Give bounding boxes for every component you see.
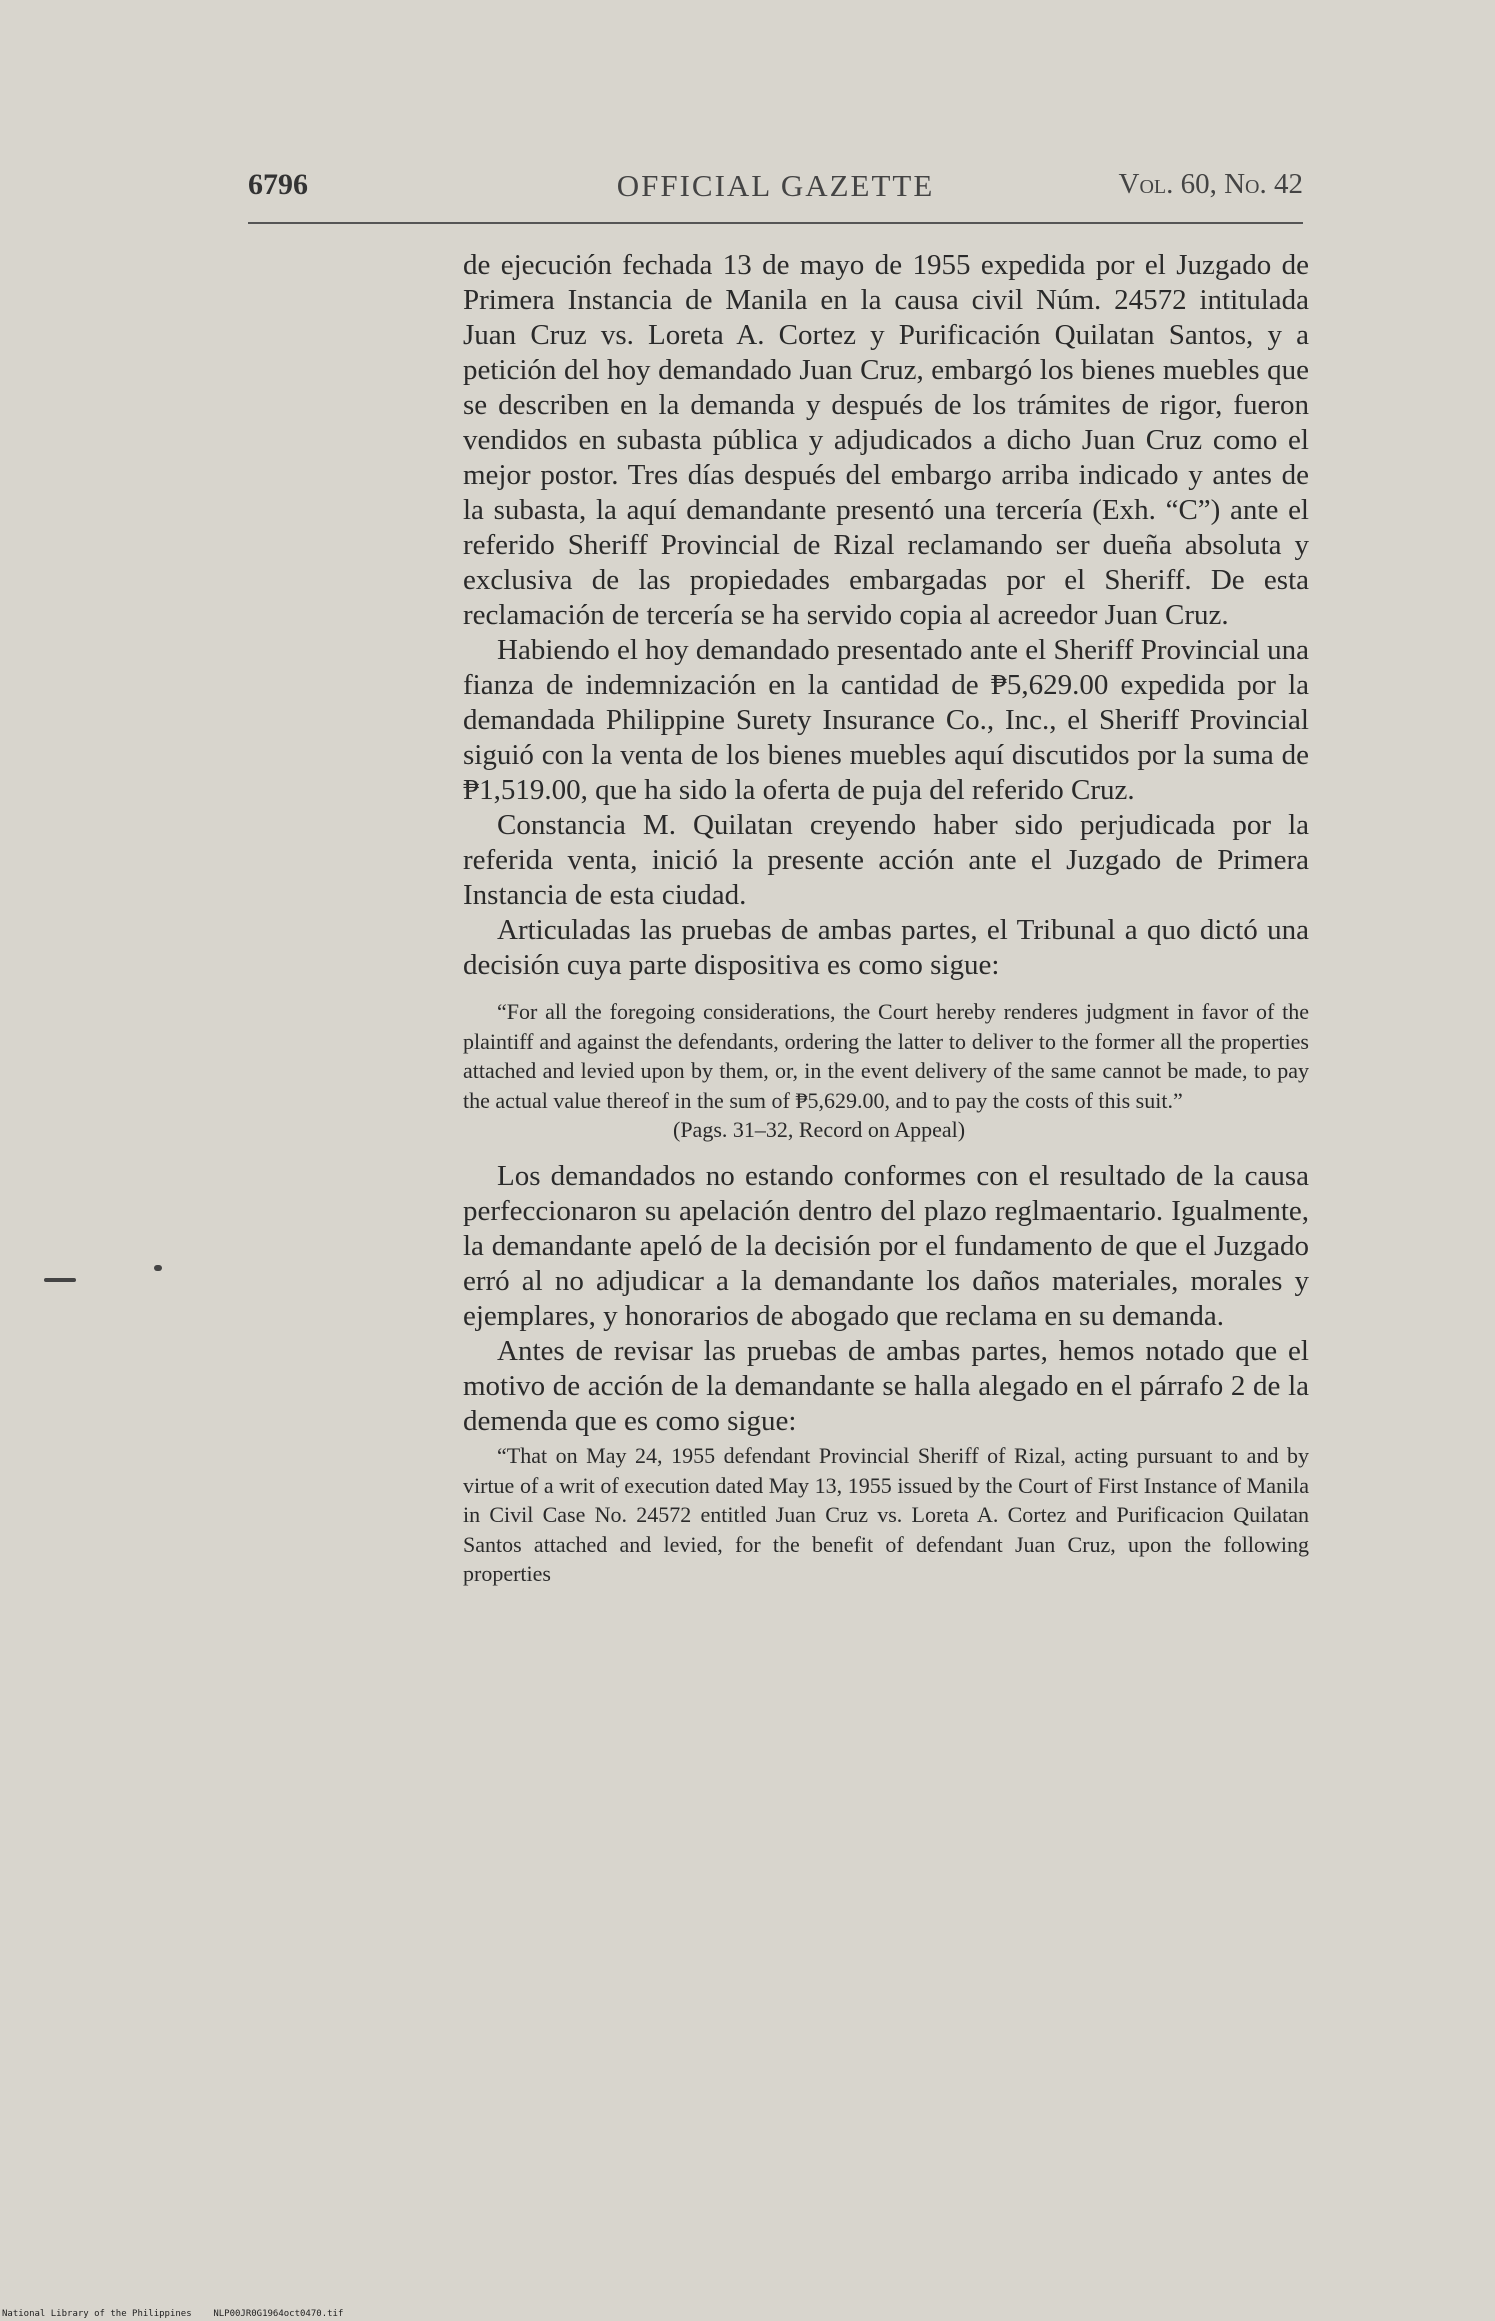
volume-number: Vol. 60, No. 42 bbox=[1118, 168, 1303, 200]
article-body bbox=[463, 248, 1309, 1589]
paragraph-6: Antes de revisar las pruebas de ambas partes, hemos notado que el motivo de acción de la demandante se halla alegado en el párrafo 2 de la demenda que es como sigue: bbox=[463, 1335, 1309, 1437]
record-citation: (Pags. 31–32, Record on Appeal) bbox=[673, 1117, 966, 1142]
publication-title: OFFICIAL GAZETTE bbox=[616, 168, 935, 203]
complaint-quote: “That on May 24, 1955 defendant Provincial Sheriff of Rizal, acting pursuant to and by virtue of a writ of execution dated May 13, 1955 issued by the Court of First Instance of Manila in Civil Case No. 24572 entitled Juan Cruz vs. Loreta A. Cortez and Purificacion Quilatan Santos attached and levied, for the benefit of defendant Juan Cruz, upon the following properties bbox=[463, 1443, 1309, 1586]
page-number: 6796 bbox=[248, 168, 308, 201]
paragraph-1: de ejecución fechada 13 de mayo de 1955 expedida por el Juzgado de Primera Instancia de Manila en la causa civil Núm. 24572 intitulada Juan Cruz vs. Loreta A. Cortez y Purificación Quilatan Santos, y a petición del hoy demandado Juan Cruz, embargó los bienes muebles que se describen en la demanda y después de los trámites de rigor, fueron vendidos en subasta pública y adjudicados a dicho Juan Cruz como el mejor postor. Tres días después del embargo arriba indicado y antes de la subasta, la aquí demandante presentó una tercería (Exh. “C”) ante el referido Sheriff Provincial de Rizal reclamando ser dueña absoluta y exclusiva de las propiedades embargadas por el Sheriff. De esta reclamación de tercería se ha servido copia al acreedor Juan Cruz. bbox=[463, 249, 1309, 631]
page-header bbox=[248, 168, 1303, 212]
header-rule bbox=[248, 222, 1303, 224]
margin-dot bbox=[154, 1265, 162, 1271]
paragraph-4: Articuladas las pruebas de ambas partes, el Tribunal a quo dictó una decisión cuya parte dispositiva es como sigue: bbox=[463, 914, 1309, 981]
paragraph-3: Constancia M. Quilatan creyendo haber sido perjudicada por la referida venta, inició la presente acción ante el Juzgado de Primera Instancia de esta ciudad. bbox=[463, 809, 1309, 911]
paragraph-2: Habiendo el hoy demandado presentado ante el Sheriff Provincial una fianza de indemnización en la cantidad de ₱5,629.00 expedida por la demandada Philippine Surety Insurance Co., Inc., el Sheriff Provincial siguió con la venta de los bienes muebles aquí discutidos por la suma de ₱1,519.00, que ha sido la oferta de puja del referido Cruz. bbox=[463, 634, 1310, 806]
scan-footer: National Library of the Philippines NLP00JR0G1964oct0470.tif bbox=[2, 2309, 344, 2319]
court-quote: “For all the foregoing considerations, the Court hereby renderes judgment in favor of the plaintiff and against the defendants, ordering the latter to deliver to the former all the properties attached and levied upon by them, or, in the event delivery of the same cannot be made, to pay the actual value thereof in the sum of ₱5,629.00, and to pay the costs of this suit.” bbox=[463, 999, 1309, 1113]
paragraph-5: Los demandados no estando conformes con el resultado de la causa perfeccionaron su apelación dentro del plazo reglmaentario. Igualmente, la demandante apeló de la decisión por el fundamento de que el Juzgado erró al no adjudicar a la demandante los daños materiales, morales y ejemplares, y honorarios de abogado que reclama en su demanda. bbox=[463, 1160, 1309, 1332]
margin-mark bbox=[44, 1278, 76, 1282]
